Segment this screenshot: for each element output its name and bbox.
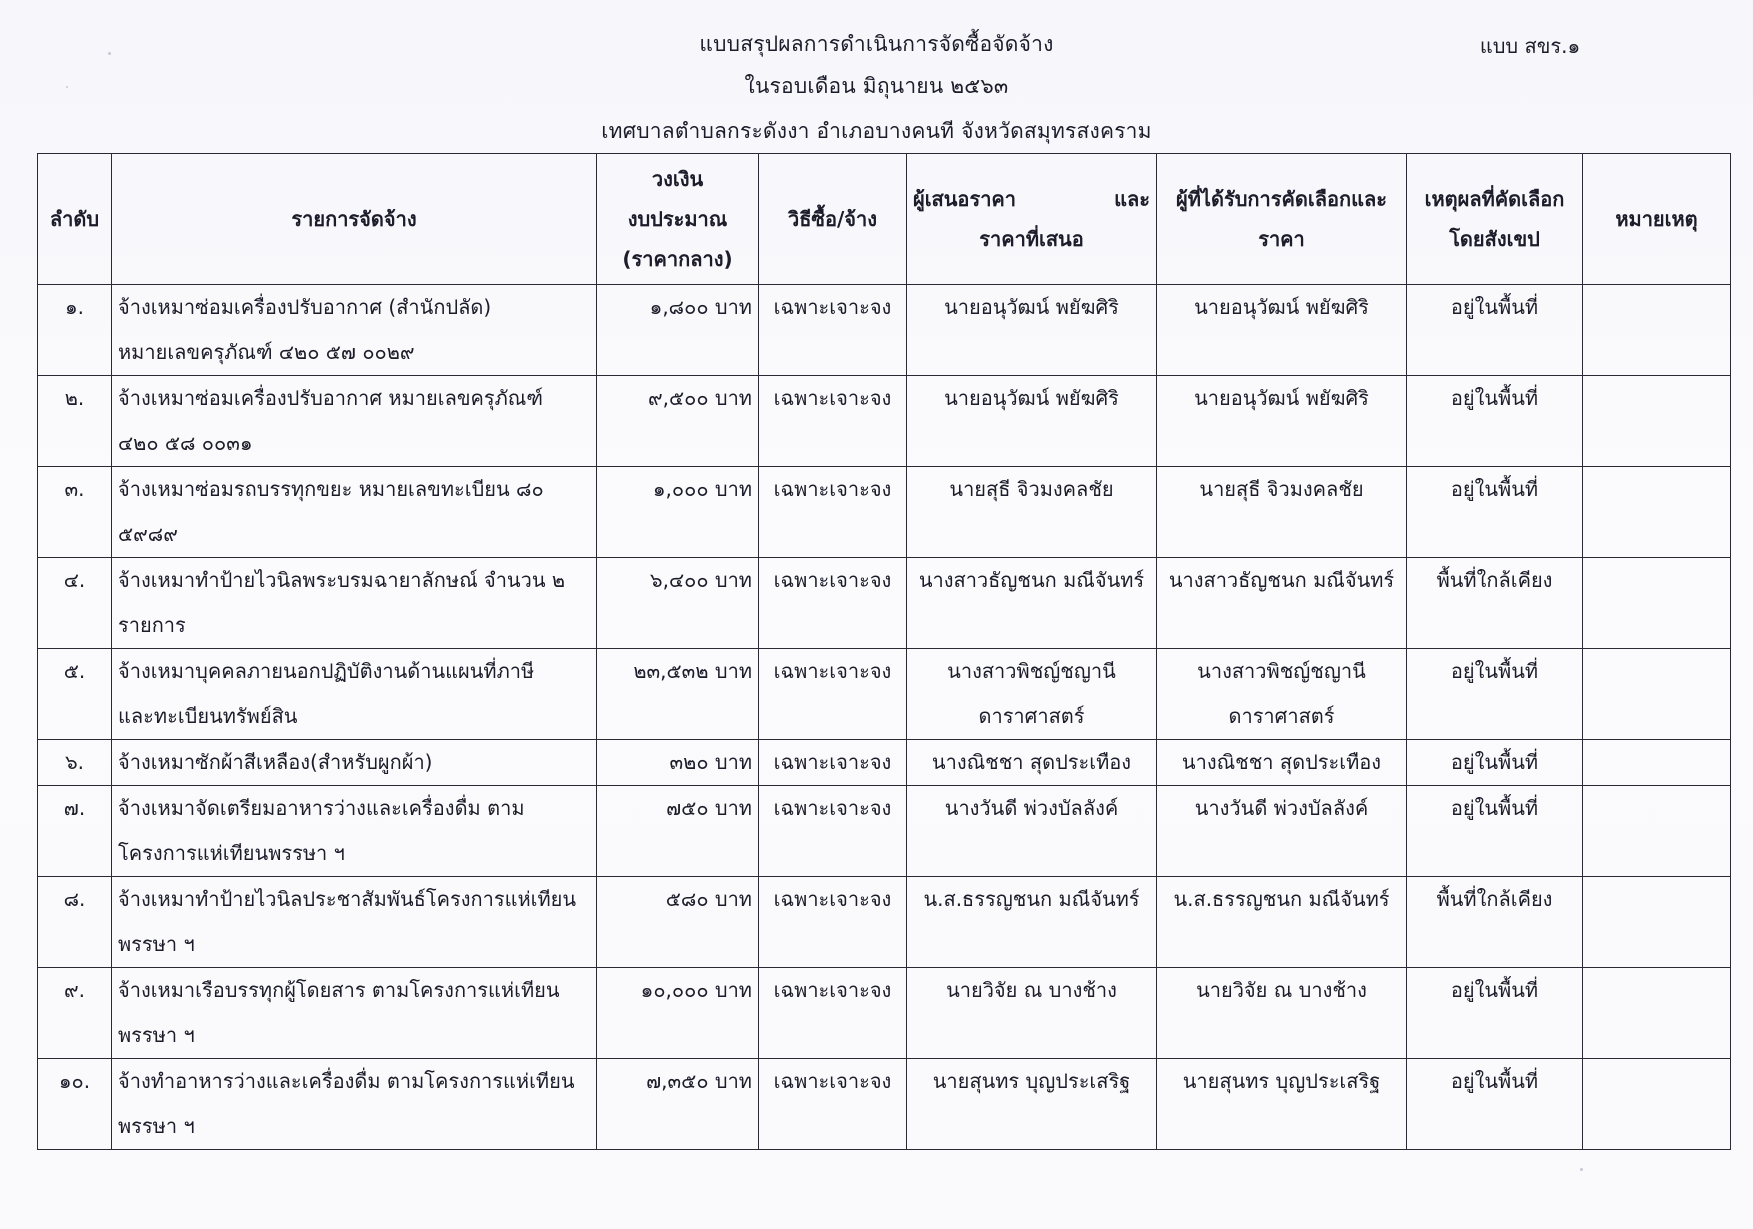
row-item-cell — [112, 558, 597, 649]
row-bidder-cell — [907, 467, 1157, 558]
row-method-cell — [759, 786, 907, 877]
row-item-line2: และทะเบียนทรัพย์สิน — [118, 704, 298, 728]
row-item-line2: ๔๒๐ ๕๘ ๐๐๓๑ — [118, 431, 253, 455]
row-order-cell — [38, 1059, 112, 1150]
row-budget-text: ๑๐,๐๐๐ บาท — [640, 978, 752, 1002]
row-budget-text: ๑,๐๐๐ บาท — [652, 477, 752, 501]
row-order-cell — [38, 467, 112, 558]
row-item-line1: จ้างเหมาซ่อมเครื่องปรับอากาศ (สำนักปลัด) — [118, 295, 492, 319]
row-bidder-line1: นางวันดี พ่วงบัลลังค์ — [944, 796, 1119, 820]
row-method-text: เฉพาะเจาะจง — [773, 750, 892, 774]
row-reason-text: อยู่ในพื้นที่ — [1450, 978, 1539, 1002]
row-item-cell — [112, 877, 597, 968]
report-period: ในรอบเดือน มิถุนายน ๒๕๖๓ — [744, 74, 1009, 98]
row-winner-line1: นายอนุวัฒน์ พยัฆศิริ — [1194, 295, 1369, 319]
row-reason-cell — [1407, 740, 1583, 786]
row-winner-line1: นายอนุวัฒน์ พยัฆศิริ — [1194, 386, 1369, 410]
col-header-remark-label: หมายเหตุ — [1615, 207, 1698, 231]
row-order-text: ๑. — [64, 295, 85, 319]
row-budget-text: ๑,๘๐๐ บาท — [649, 295, 752, 319]
row-bidder-cell — [907, 877, 1157, 968]
row-method-cell — [759, 649, 907, 740]
row-bidder-line1: นางณิชชา สุดประเทือง — [931, 750, 1132, 774]
row-reason-cell — [1407, 649, 1583, 740]
row-method-cell — [759, 740, 907, 786]
row-method-text: เฉพาะเจาะจง — [773, 887, 892, 911]
row-winner-line1: นายสุนทร บุญประเสริฐ — [1182, 1069, 1381, 1093]
row-item-line1: จ้างเหมาซักผ้าสีเหลือง(สำหรับผูกผ้า) — [118, 750, 433, 774]
row-bidder-cell — [907, 968, 1157, 1059]
row-budget-cell — [597, 376, 759, 467]
row-method-cell — [759, 558, 907, 649]
row-method-text: เฉพาะเจาะจง — [773, 477, 892, 501]
row-budget-text: ๕๘๐ บาท — [665, 887, 752, 911]
row-winner-cell — [1157, 968, 1407, 1059]
table-row — [38, 786, 1731, 877]
table-header-row — [38, 154, 1731, 285]
row-reason-cell — [1407, 376, 1583, 467]
row-order-cell — [38, 968, 112, 1059]
row-bidder-line2: ดาราศาสตร์ — [978, 704, 1085, 728]
row-method-cell — [759, 376, 907, 467]
col-header-winner-line2: ราคา — [1258, 227, 1305, 251]
row-item-cell — [112, 740, 597, 786]
row-order-cell — [38, 558, 112, 649]
row-bidder-cell — [907, 376, 1157, 467]
row-method-cell — [759, 467, 907, 558]
col-header-order — [38, 154, 112, 285]
form-code: แบบ สขร.๑ — [1479, 34, 1581, 58]
row-budget-cell — [597, 285, 759, 376]
row-method-text: เฉพาะเจาะจง — [773, 568, 892, 592]
row-remark-cell — [1583, 877, 1731, 968]
col-header-item — [112, 154, 597, 285]
row-bidder-line1: นางสาวธัญชนก มณีจันทร์ — [918, 568, 1145, 592]
row-bidder-cell — [907, 786, 1157, 877]
col-header-bidder-line2: ราคาที่เสนอ — [979, 227, 1084, 251]
row-remark-cell — [1583, 968, 1731, 1059]
row-item-cell — [112, 467, 597, 558]
row-winner-cell — [1157, 649, 1407, 740]
row-item-line2: โครงการแห่เทียนพรรษา ฯ — [118, 841, 345, 865]
row-remark-cell — [1583, 285, 1731, 376]
row-winner-cell — [1157, 1059, 1407, 1150]
row-item-cell — [112, 285, 597, 376]
row-reason-text: อยู่ในพื้นที่ — [1450, 386, 1539, 410]
row-budget-cell — [597, 968, 759, 1059]
row-order-cell — [38, 877, 112, 968]
row-method-text: เฉพาะเจาะจง — [773, 386, 892, 410]
row-order-text: ๘. — [63, 887, 86, 911]
row-winner-line1: นายสุธี จิวมงคลชัย — [1199, 477, 1364, 501]
row-order-text: ๔. — [63, 568, 86, 592]
row-item-cell — [112, 649, 597, 740]
row-reason-text: อยู่ในพื้นที่ — [1450, 750, 1539, 774]
row-order-text: ๑๐. — [58, 1069, 91, 1093]
col-header-reason-line2: โดยสังเขป — [1449, 227, 1540, 251]
row-budget-cell — [597, 649, 759, 740]
row-winner-cell — [1157, 558, 1407, 649]
row-winner-line2: ดาราศาสตร์ — [1228, 704, 1335, 728]
row-reason-text: อยู่ในพื้นที่ — [1450, 796, 1539, 820]
row-method-cell — [759, 968, 907, 1059]
row-bidder-cell — [907, 558, 1157, 649]
table-row — [38, 1059, 1731, 1150]
row-bidder-line1: นายสุนทร บุญประเสริฐ — [932, 1069, 1131, 1093]
row-bidder-cell — [907, 1059, 1157, 1150]
row-budget-text: ๖,๔๐๐ บาท — [649, 568, 752, 592]
row-reason-cell — [1407, 467, 1583, 558]
row-order-text: ๒. — [64, 386, 85, 410]
col-header-reason-line1: เหตุผลที่คัดเลือก — [1424, 187, 1565, 211]
row-reason-cell — [1407, 968, 1583, 1059]
row-bidder-line1: นายวิจัย ณ บางช้าง — [946, 978, 1117, 1002]
row-method-text: เฉพาะเจาะจง — [773, 295, 892, 319]
row-remark-cell — [1583, 1059, 1731, 1150]
row-bidder-line1: นายอนุวัฒน์ พยัฆศิริ — [944, 295, 1119, 319]
row-method-text: เฉพาะเจาะจง — [773, 659, 892, 683]
row-bidder-line1: นายอนุวัฒน์ พยัฆศิริ — [944, 386, 1119, 410]
table-row — [38, 467, 1731, 558]
row-bidder-line1: นางสาวพิชญ์ชญานี — [947, 659, 1116, 683]
col-header-bidder — [907, 154, 1157, 285]
row-winner-cell — [1157, 877, 1407, 968]
col-header-budget — [597, 154, 759, 285]
col-header-winner-line1: ผู้ที่ได้รับการคัดเลือกและ — [1176, 187, 1387, 211]
row-method-text: เฉพาะเจาะจง — [773, 796, 892, 820]
row-remark-cell — [1583, 649, 1731, 740]
row-budget-text: ๓๒๐ บาท — [669, 750, 752, 774]
table-row — [38, 877, 1731, 968]
row-reason-text: อยู่ในพื้นที่ — [1450, 477, 1539, 501]
row-item-line2: หมายเลขครุภัณฑ์ ๔๒๐ ๕๗ ๐๐๒๙ — [118, 340, 415, 364]
row-bidder-line1: นายสุธี จิวมงคลชัย — [949, 477, 1114, 501]
row-order-cell — [38, 376, 112, 467]
row-budget-cell — [597, 786, 759, 877]
row-order-cell — [38, 740, 112, 786]
table-row — [38, 558, 1731, 649]
row-remark-cell — [1583, 558, 1731, 649]
row-method-cell — [759, 877, 907, 968]
table-row — [38, 376, 1731, 467]
row-item-line2: รายการ — [118, 613, 186, 637]
row-budget-text: ๒๓,๕๓๒ บาท — [633, 659, 752, 683]
row-bidder-cell — [907, 740, 1157, 786]
document-title: แบบสรุปผลการดำเนินการจัดซื้อจัดจ้าง — [699, 32, 1054, 56]
col-header-winner — [1157, 154, 1407, 285]
scan-speck — [1580, 1168, 1583, 1171]
row-bidder-cell — [907, 285, 1157, 376]
row-item-line1: จ้างเหมาทำป้ายไวนิลพระบรมฉายาลักษณ์ จำนวน ๒ — [118, 568, 566, 592]
row-item-line2: ๕๙๘๙ — [118, 522, 178, 546]
row-method-cell — [759, 285, 907, 376]
row-reason-cell — [1407, 786, 1583, 877]
row-budget-cell — [597, 467, 759, 558]
row-item-line2: พรรษา ฯ — [118, 1023, 195, 1047]
row-reason-cell — [1407, 285, 1583, 376]
row-item-line2: พรรษา ฯ — [118, 1114, 195, 1138]
row-method-text: เฉพาะเจาะจง — [773, 978, 892, 1002]
col-header-method-label: วิธีซื้อ/จ้าง — [787, 207, 878, 231]
row-order-text: ๕. — [63, 659, 86, 683]
row-budget-cell — [597, 558, 759, 649]
row-method-cell — [759, 1059, 907, 1150]
col-header-budget-line3: (ราคากลาง) — [622, 247, 733, 271]
row-winner-cell — [1157, 740, 1407, 786]
row-item-line1: จ้างทำอาหารว่างและเครื่องดื่ม ตามโครงการแห่เทียน — [118, 1069, 575, 1093]
table-row — [38, 968, 1731, 1059]
row-reason-cell — [1407, 558, 1583, 649]
row-winner-line1: น.ส.ธรรญชนก มณีจันทร์ — [1173, 887, 1390, 911]
col-header-order-label: ลำดับ — [49, 207, 100, 231]
row-reason-text: พื้นที่ใกล้เคียง — [1436, 568, 1553, 592]
row-method-text: เฉพาะเจาะจง — [773, 1069, 892, 1093]
row-item-line1: จ้างเหมาซ่อมรถบรรทุกขยะ หมายเลขทะเบียน ๘๐ — [118, 477, 544, 501]
row-winner-line1: นางสาวพิชญ์ชญานี — [1197, 659, 1366, 683]
col-header-budget-line2: งบประมาณ — [627, 207, 728, 231]
row-winner-cell — [1157, 376, 1407, 467]
row-budget-text: ๗๕๐ บาท — [666, 796, 752, 820]
row-order-cell — [38, 285, 112, 376]
row-winner-line1: นางสาวธัญชนก มณีจันทร์ — [1168, 568, 1395, 592]
row-remark-cell — [1583, 467, 1731, 558]
row-budget-cell — [597, 1059, 759, 1150]
row-bidder-line1: น.ส.ธรรญชนก มณีจันทร์ — [923, 887, 1140, 911]
row-item-line1: จ้างเหมาบุคคลภายนอกปฏิบัติงานด้านแผนที่ภาษี — [118, 659, 535, 683]
row-winner-cell — [1157, 285, 1407, 376]
row-winner-line1: นางวันดี พ่วงบัลลังค์ — [1194, 796, 1369, 820]
row-reason-text: อยู่ในพื้นที่ — [1450, 1069, 1539, 1093]
row-bidder-cell — [907, 649, 1157, 740]
row-item-cell — [112, 968, 597, 1059]
row-winner-line1: นางณิชชา สุดประเทือง — [1181, 750, 1382, 774]
row-remark-cell — [1583, 740, 1731, 786]
row-item-cell — [112, 1059, 597, 1150]
row-item-line2: พรรษา ฯ — [118, 932, 195, 956]
row-order-text: ๓. — [64, 477, 85, 501]
row-budget-text: ๗,๓๕๐ บาท — [646, 1069, 752, 1093]
col-header-bidder-line1b: และ — [1114, 187, 1150, 211]
col-header-remark — [1583, 154, 1731, 285]
col-header-budget-line1: วงเงิน — [651, 167, 704, 191]
row-budget-cell — [597, 740, 759, 786]
row-item-line1: จ้างเหมาเรือบรรทุกผู้โดยสาร ตามโครงการแห่เทียน — [118, 978, 560, 1002]
row-winner-cell — [1157, 467, 1407, 558]
row-item-cell — [112, 786, 597, 877]
row-order-cell — [38, 786, 112, 877]
table-row — [38, 285, 1731, 376]
table-body — [38, 285, 1731, 1150]
col-header-item-label: รายการจัดจ้าง — [291, 207, 417, 231]
row-order-text: ๗. — [63, 796, 86, 820]
row-remark-cell — [1583, 376, 1731, 467]
organization-name: เทศบาลตำบลกระดังงา อำเภอบางคนที จังหวัดสมุทรสงคราม — [601, 119, 1152, 143]
row-remark-cell — [1583, 786, 1731, 877]
row-item-cell — [112, 376, 597, 467]
row-order-text: ๙. — [63, 978, 85, 1002]
procurement-table — [37, 153, 1731, 1150]
col-header-method — [759, 154, 907, 285]
row-item-line1: จ้างเหมาทำป้ายไวนิลประชาสัมพันธ์โครงการแห่เทียน — [118, 887, 577, 911]
row-budget-cell — [597, 877, 759, 968]
row-winner-line1: นายวิจัย ณ บางช้าง — [1196, 978, 1367, 1002]
col-header-reason — [1407, 154, 1583, 285]
table-row — [38, 649, 1731, 740]
row-order-cell — [38, 649, 112, 740]
row-reason-cell — [1407, 1059, 1583, 1150]
table-row — [38, 740, 1731, 786]
row-reason-cell — [1407, 877, 1583, 968]
row-budget-text: ๙,๕๐๐ บาท — [647, 386, 752, 410]
row-reason-text: พื้นที่ใกล้เคียง — [1436, 887, 1553, 911]
row-item-line1: จ้างเหมาจัดเตรียมอาหารว่างและเครื่องดื่ม ตาม — [118, 796, 525, 820]
row-order-text: ๖. — [64, 750, 85, 774]
row-winner-cell — [1157, 786, 1407, 877]
row-reason-text: อยู่ในพื้นที่ — [1450, 295, 1539, 319]
col-header-bidder-line1a: ผู้เสนอราคา — [913, 187, 1017, 211]
row-item-line1: จ้างเหมาซ่อมเครื่องปรับอากาศ หมายเลขครุภัณฑ์ — [118, 386, 543, 410]
row-reason-text: อยู่ในพื้นที่ — [1450, 659, 1539, 683]
